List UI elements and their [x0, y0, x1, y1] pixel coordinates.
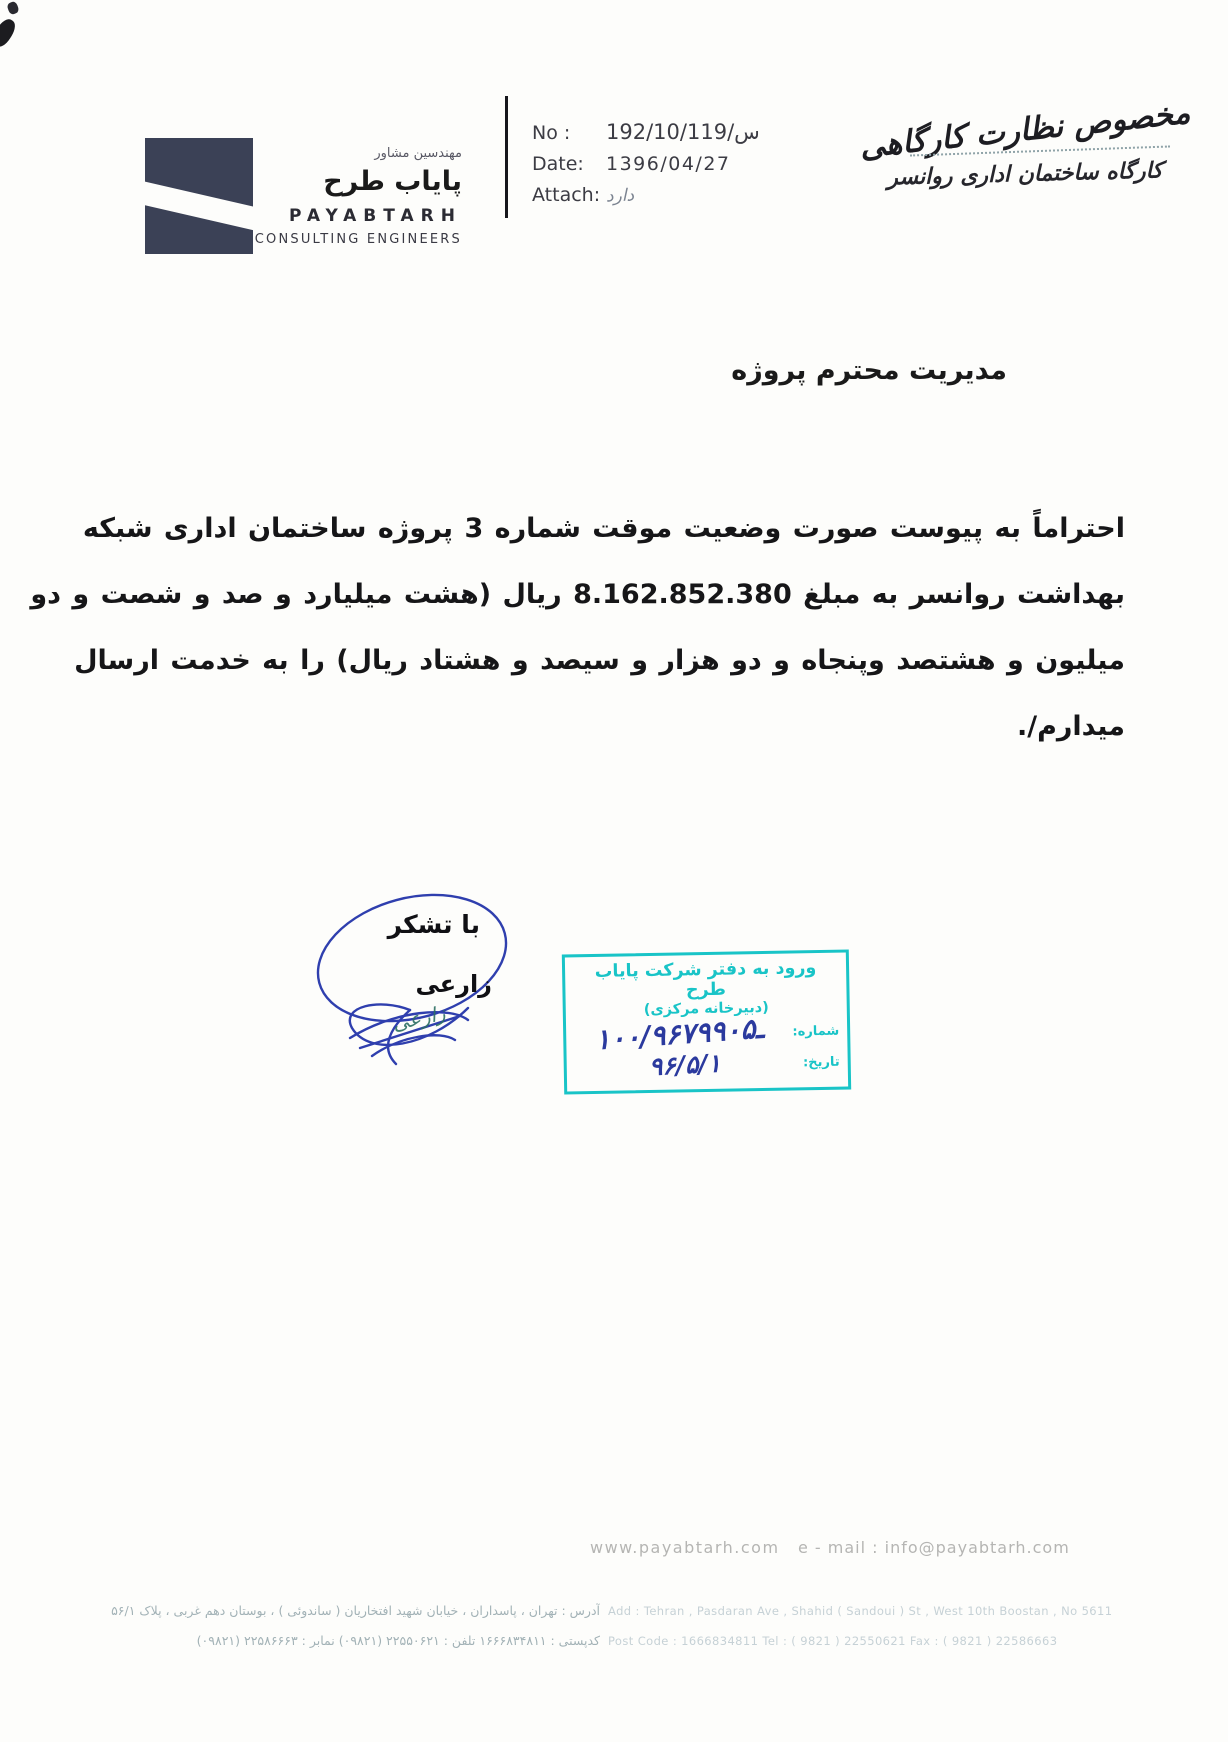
body-line: احتراماً به پیوست صورت وضعیت موقت شماره 3 پروژه ساختمان اداری شبکه	[82, 513, 1125, 544]
date-value: 1396/04/27	[606, 153, 731, 175]
stamp-date-value: ۹۶/۵/۱	[648, 1048, 722, 1082]
logo-stripe	[145, 179, 253, 235]
attach-value: دارد	[605, 185, 635, 207]
body-line: میلیون و هشتصد وپنجاه و دو هزار و سیصد و هشتاد ریال) را به خدمت ارسال	[74, 645, 1125, 676]
footer-address-en	[608, 1596, 1168, 1656]
brand-fa-name: پایاب طرح	[323, 166, 462, 197]
number-value: 192/10/س/119	[606, 120, 760, 144]
footer-email: e - mail : info@payabtarh.com	[798, 1538, 1070, 1557]
body-line: میدارم/.	[1016, 711, 1125, 742]
stamp-subtitle: (دبیرخانه مرکزی)	[643, 999, 769, 1019]
footer-address-fa	[95, 1596, 600, 1656]
number-label: No :	[532, 122, 571, 144]
signature-block	[300, 878, 540, 1078]
handwritten-note-line1: مخصوص نظارت کارگاهی	[858, 94, 1192, 166]
brand-en-subtitle: CONSULTING ENGINEERS	[254, 232, 462, 247]
stamp-number-row	[574, 1011, 840, 1057]
signature-thanks: با تشکر	[387, 910, 480, 939]
footer-address-en-line1: Add : Tehran , Pasdaran Ave , Shahid ( Sandoui ) St , West 10th Boostan , No 5611	[608, 1604, 1113, 1618]
footer-address-en-line2: Post Code : 1666834811 Tel : ( 9821 ) 22550621 Fax : ( 9821 ) 22586663	[608, 1634, 1058, 1648]
meta-attach-row	[532, 184, 782, 206]
stamp-number-label: شماره:	[792, 1023, 840, 1040]
handwritten-note-line2: کارگاه ساختمان اداری روانسر	[886, 158, 1164, 191]
salutation: مدیریت محترم پروژه	[731, 355, 1007, 386]
meta-date-row	[532, 153, 782, 175]
footer-website: www.payabtarh.com	[590, 1538, 780, 1557]
secretariat-stamp	[562, 950, 851, 1095]
date-label: Date:	[532, 153, 584, 175]
letter-body	[30, 496, 1125, 760]
signature-handwritten-name: زارعی	[389, 1000, 447, 1036]
handwritten-note	[850, 94, 1200, 191]
brand-block	[240, 146, 462, 247]
meta-number-row	[532, 120, 782, 144]
stamp-number-value: ۱۰۰/۹۶ـ۷۹۹۰۵	[593, 1011, 765, 1057]
footer-address-fa-line2: کدپستی : ۱۶۶۶۸۳۴۸۱۱ تلفن : ۲۲۵۵۰۶۲۱ (۰۹۸۲۱) نمابر : ۲۲۵۸۶۶۶۳ (۰۹۸۲۱)	[196, 1633, 600, 1648]
brand-en-name: PAYABTARH	[289, 206, 462, 226]
scan-artifact	[0, 16, 19, 50]
stamp-title: ورود به دفتر شرکت پایاب طرح	[594, 958, 817, 1001]
letter-meta-block	[532, 120, 782, 215]
header-divider	[505, 96, 508, 218]
signature-name: زارعی	[415, 970, 492, 998]
footer-address-fa-line1: آدرس : تهران ، پاسداران ، خیابان شهید افتخاریان ( ساندوئی ) ، بوستان دهم غربی ، پلاک ۵۶/۱	[111, 1603, 600, 1618]
company-logo	[145, 138, 253, 254]
scan-artifact	[6, 1, 20, 16]
body-line: بهداشت روانسر به مبلغ 8.162.852.380 ریال (هشت میلیارد و صد و شصت و دو	[30, 579, 1125, 610]
brand-fa-small: مهندسین مشاور	[374, 146, 462, 161]
stamp-date-label: تاریخ:	[802, 1054, 840, 1071]
attach-label: Attach:	[532, 184, 601, 206]
